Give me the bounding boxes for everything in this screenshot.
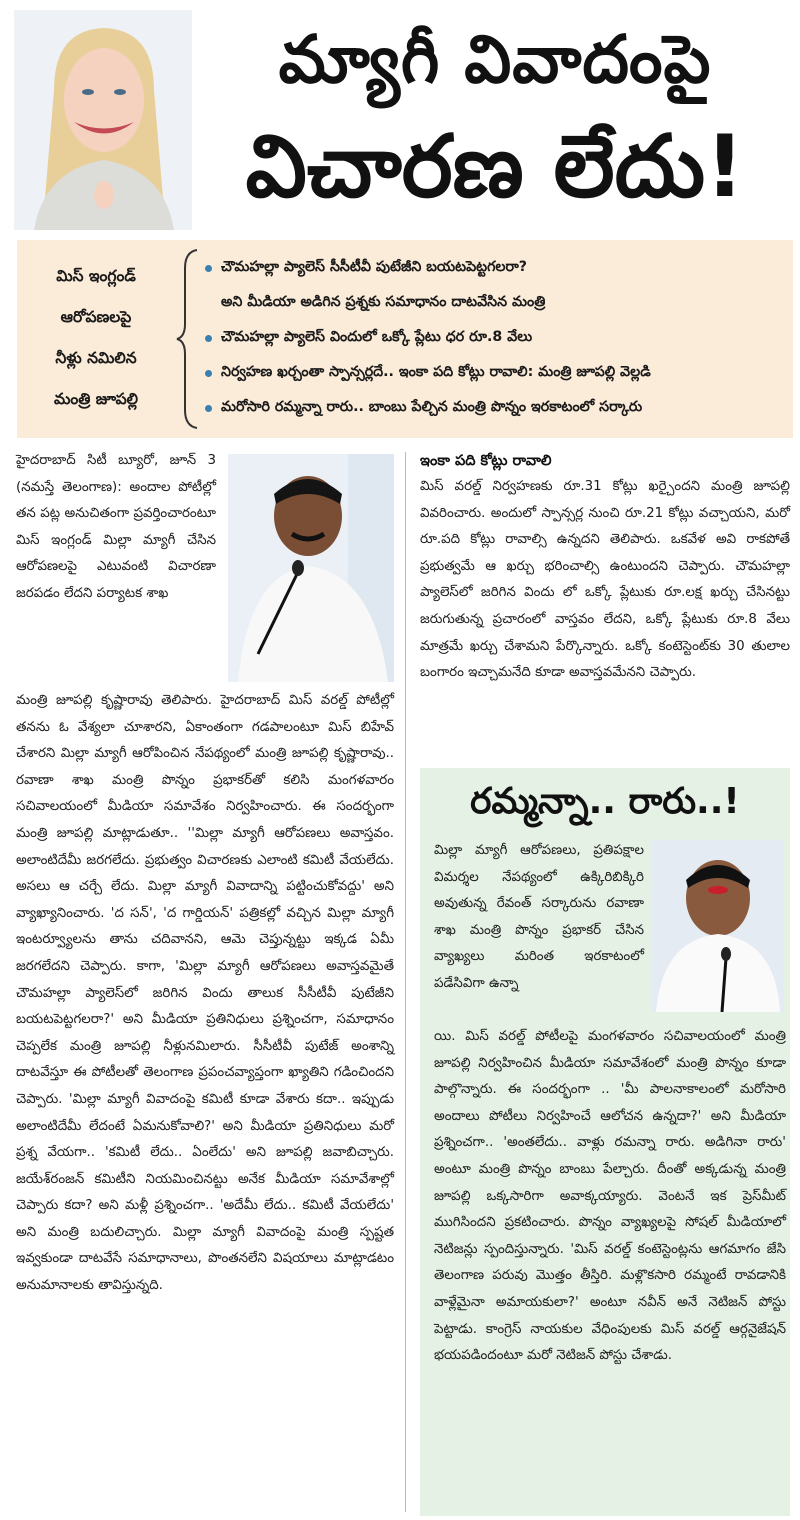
caption-line: మంత్రి జూపల్లి bbox=[53, 390, 139, 408]
bullet-dot-icon bbox=[205, 370, 212, 377]
headline bbox=[200, 4, 800, 232]
article-body: మంత్రి జూపల్లి కృష్ణారావు తెలిపారు. హైదరాబాద్ మిస్ వరల్డ్ పోటీల్లో తనను ఓ వేశ్యలా చూశారని, ఏకాంతంగా గడపాలంటూ మిస్ బిహేవ్ చేశారని మిల్లా మ్యాగీ ఆరోపించిన నేపథ్యంలో మంత్రి జూపల్లి కృష్ణారావు.. రవాణా శాఖ మంత్రి పొన్నం ప్రభాకర్‌తో కలిసి మంగళవారం సచివాలయంలో మీడియా సమావేశం నిర్వహించారు. ఈ సందర్భంగా మంత్రి జూపల్లి మాట్లాడుతూ.. ''మిల్లా మ్యాగీ ఆరోపణలు అవాస్తవం. అలాంటిదేమీ జరగలేదు. ప్రభుత్వం విచారణకు ఎలాంటి కమిటీ వేయలేదు. అసలు ఆ చర్చే లేదు. మిల్లా మ్యాగీ వివాదాన్ని పట్టించుకోవద్దు' అని వ్యాఖ్యానించారు. 'ద సన్', 'ద గార్డియన్' పత్రికల్లో వచ్చిన మిల్లా మ్యాగీ ఇంటర్వ్యూలను తాను చదివానని, ఆమె చెప్తున్నట్టు ఇక్కడ ఏమీ జరగలేదని చెప్పారు. కాగా, 'మిల్లా మ్యాగీ ఆరోపణలు అవాస్తవమైతే చౌమహల్లా ప్యాలెస్‌లో జరిగిన విందు తాలుక సీసీటీవీ పుటేజీని బయటపెట్టగలరా?' అని మీడియా ప్రతినిధులు ప్రశ్నించగా, సమాధానం చెప్పలేక మంత్రి జూపల్లి నీళ్లునమిలారు. సీసీటీవీ పుటేజ్ అంశాన్ని దాటవేస్తూ ఈ పోటీలతో తెలంగాణ ప్రపంచవ్యాప్తంగా ఖ్యాతిని గడించిందని చెప్పారు. 'మిల్లా మ్యాగీ వివాదంపై కమిటీ కూడా వేశారు కదా.. ఇప్పుడు అలాంటిదేమీ లేదంటే ఏమనుకోవాలి?' అని మీడియా ప్రతినిధులు మరో ప్రశ్న వేయగా.. 'కమిటీ లేదు.. ఏంలేదు' అని జూపల్లి జవాబిచ్చారు. జయేశ్‌రంజన్ కమిటీని నియమించినట్టు అనేక మీడియా సమావేశాల్లో చెప్పారు కదా? అని మళ్లీ ప్రశ్నించగా.. 'అదేమీ లేదు.. కమిటీ వేయలేదు' అని మంత్రి బదులిచ్చారు. మిల్లా మ్యాగీ వివాదంపై మంత్రి స్పష్టత ఇవ్వకుండా దాటవేసే సమాధానాలు, పొంతనలేని విషయాలు మాట్లాడటం అనుమానాలకు తావిస్తున్నది. bbox=[16, 693, 394, 1294]
highlight-item: చౌమహల్లా ప్యాలెస్ సీసీటీవీ పుటేజీని బయటపెట్టగలరా? bbox=[203, 250, 791, 285]
article-right-column bbox=[420, 448, 790, 681]
miss-england-photo bbox=[14, 10, 192, 230]
article-intro: హైదరాబాద్ సిటీ బ్యూరో, జూన్ 3 (నమస్తే తెలంగాణ): అందాల పోటీల్లో తన పట్ల అనుచితంగా ప్రవర్తించారంటూ మిస్ ఇంగ్లండ్ మిల్లా మ్యాగీ చేసిన ఆరోపణలపై ఎటువంటి విచారణా జరపడం లేదని పర్యాటక శాఖ bbox=[16, 453, 216, 601]
highlight-item-continuation: అని మీడియా అడిగిన ప్రశ్నకు సమాధానం దాటవేసిన మంత్రి bbox=[221, 294, 546, 310]
sub-heading: ఇంకా పది కోట్లు రావాలి bbox=[420, 453, 552, 469]
bullet-dot-icon bbox=[205, 335, 212, 342]
caption-line: నీళ్లు నమిలిన bbox=[55, 349, 137, 367]
caption-line: ఆరోపణలపై bbox=[60, 308, 132, 326]
bullet-dot-icon bbox=[205, 265, 212, 272]
highlight-item: చౌమహల్లా ప్యాలెస్ విందులో ఒక్కో ప్లేటు ధర రూ.8 వేలు bbox=[203, 320, 791, 355]
sidebar-intro: మిల్లా మ్యాగీ ఆరోపణలు, ప్రతిపక్షాల విమర్శల నేపథ్యంలో ఉక్కిరిబిక్కిరి అవుతున్న రేవంత్ సర్కారును రవాణా శాఖ మంత్రి పొన్నం ప్రభాకర్ చేసిన వ్యాఖ్యలు మరింత ఇరకాటంలో పడేసివిగా ఉన్నా bbox=[434, 843, 644, 991]
sidebar-box bbox=[420, 768, 790, 1516]
minister-jupally-photo bbox=[228, 454, 394, 682]
highlight-item: మరోసారి రమ్మన్నా రారు.. బాంబు పేల్చిన మంత్రి పొన్నం ఇరకాటంలో సర్కారు bbox=[203, 390, 791, 425]
column-divider bbox=[405, 452, 406, 1512]
highlight-item: నిర్వహణ ఖర్చంతా స్పాన్సర్లదే.. ఇంకా పది కోట్లు రావాలి: మంత్రి జూపల్లి వెల్లడి bbox=[203, 355, 791, 390]
brace-divider bbox=[175, 248, 201, 430]
bullet-dot-icon bbox=[205, 405, 212, 412]
sidebar-headline: రమ్మన్నా.. రారు..! bbox=[470, 781, 740, 822]
headline-line1: మ్యాగీ వివాదంపై bbox=[278, 21, 712, 98]
highlights-caption bbox=[17, 256, 175, 420]
highlights-list bbox=[203, 250, 791, 425]
sub-section-body: మిస్ వరల్డ్ నిర్వహణకు రూ.31 కోట్లు ఖర్చైందని మంత్రి జూపల్లి వివరించారు. అందులో స్పాన్సర్ల నుంచి రూ.21 కోట్లు వచ్చాయని, మరో రూ.పది కోట్లు రావాల్సి ఉన్నదని తెలిపారు. ఒకవేళ అవి రాకపోతే ప్రభుత్వమే ఆ ఖర్చు భరించాల్సి ఉంటుందని చెప్పారు. చౌమహల్లా ప్యాలెస్‌లో జరిగిన విందు లో ఒక్కో ప్లేటుకు రూ.లక్ష ఖర్చు చేసినట్టు జరుగుతున్న ప్రచారంలో వాస్తవం లేదని, ఒక్కో ప్లేటుకు రూ.8 వేలు మాత్రమే ఖర్చు చేశామని పేర్కొన్నారు. ఒక్కో కంటెస్టెంట్‌కు 30 తులాల బంగారం ఇచ్చామనేది కూడా అవాస్తవమేనని చెప్పారు. bbox=[420, 479, 790, 681]
highlights-box bbox=[17, 240, 793, 438]
sidebar-body: యి. మిస్ వరల్డ్ పోటీలపై మంగళవారం సచివాలయంలో మంత్రి జూపల్లి నిర్వహించిన మీడియా సమావేశంలో మంత్రి పొన్నం కూడా పాల్గొన్నారు. ఈ సందర్భంగా .. 'మీ పాలనాకాలంలో మరోసారి అందాలు పోటీలు నిర్వహించే ఆలోచన ఉన్నదా?' అని మీడియా ప్రశ్నించగా.. 'అంతలేదు.. వాళ్లు రమన్నా రారు. అడిగినా రారు' అంటూ మంత్రి పొన్నం బాంబు పేల్చారు. దీంతో అక్కడున్న మంత్రి జూపల్లి ఒక్కసారిగా అవాక్కయ్యారు. వెంటనే ఇక ప్రెస్‌మీట్ ముగిసిందని ప్రకటించారు. పొన్నం వ్యాఖ్యలపై సోషల్ మీడియాలో నెటిజన్లు స్పందిస్తున్నారు. 'మిస్ వరల్డ్ కంటెస్టెంట్లను ఆగమాగం జేసి తెలంగాణ పరువు మొత్తం తీస్తిరి. మళ్లొకసారి రమ్మంటే రావడానికి వాళ్లేమైనా అమాయకులా?' అంటూ నవీన్ అనే నెటిజన్ పోస్టు పెట్టాడు. కాంగ్రెస్ నాయకుల వేధింపులకు మిస్ వరల్డ్ ఆర్గనైజేషన్ భయపడిందంటూ మరో నెటిజన్ పోస్టు చేశాడు. bbox=[434, 1029, 786, 1364]
headline-line2: విచారణ లేదు! bbox=[245, 117, 745, 217]
caption-line: మిస్ ఇంగ్లండ్ bbox=[56, 267, 136, 285]
minister-ponnam-photo bbox=[652, 840, 784, 1012]
